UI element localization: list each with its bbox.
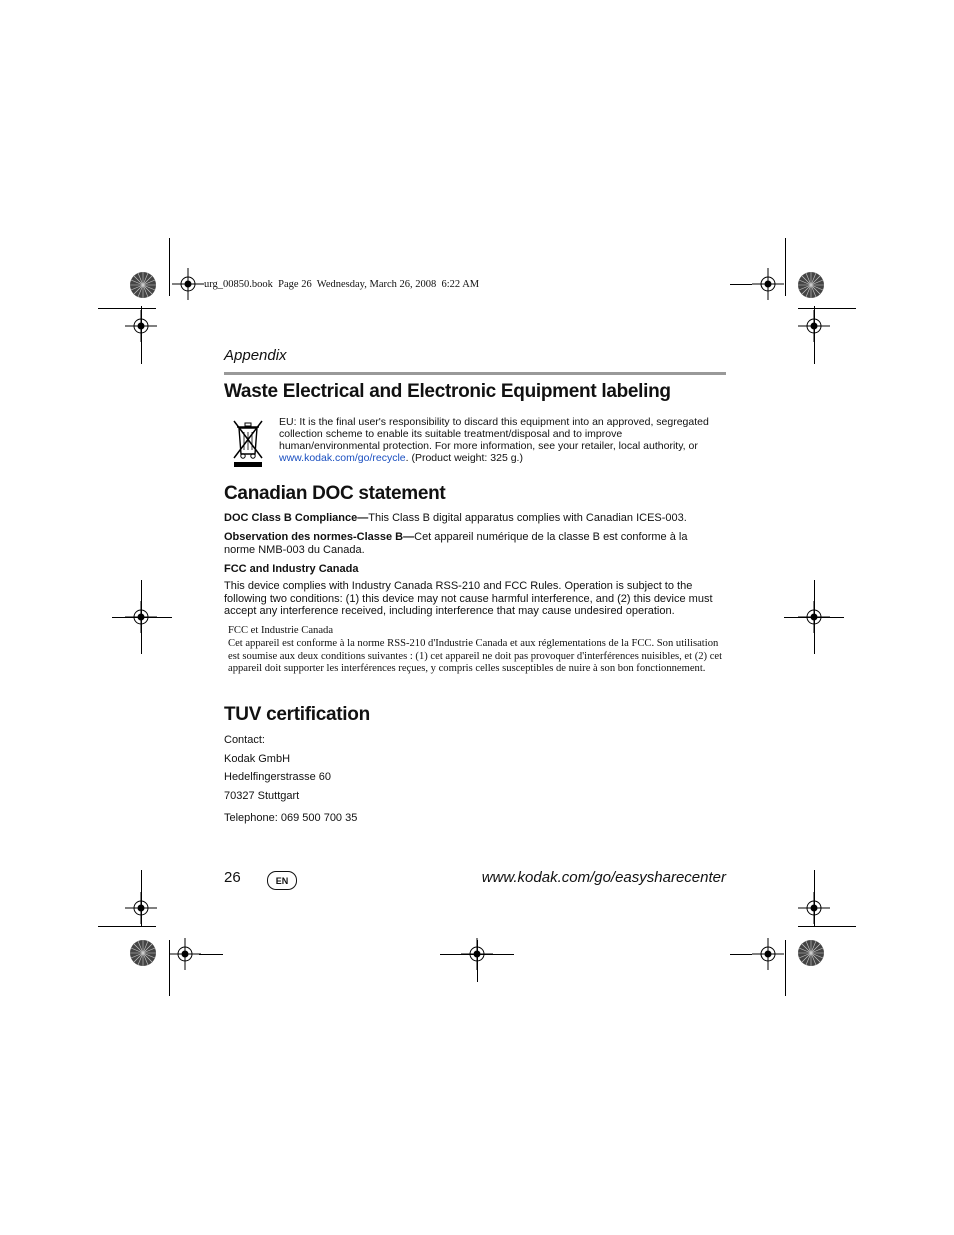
tuv-telephone: Telephone: 069 500 700 35 — [224, 812, 358, 824]
doc-compliance: DOC Class B Compliance—This Class B digital apparatus complies with Canadian ICES-003. — [224, 512, 687, 524]
section-label: Appendix — [224, 347, 287, 364]
french-fcc-paragraph: Cet appareil est conforme à la norme RSS-210 d'Industrie Canada et aux réglementations de la FCC. Son utilisation est soumise aux deux conditions suivantes : (1) cet appareil ne doit pas provoquer d'interférences nuisibles, et (2) cet appareil doit supporter les interférences reçues, y compris celles susceptibles de nuire à son bon fonctionnement. — [228, 637, 723, 675]
registration-crosshair-icon — [169, 938, 201, 970]
tuv-contact: Contact: — [224, 734, 265, 746]
footer-url[interactable]: www.kodak.com/go/easysharecenter — [481, 869, 726, 886]
registration-wheel-icon — [128, 938, 158, 968]
language-badge: EN — [267, 871, 297, 890]
registration-wheel-icon — [796, 938, 826, 968]
tuv-heading: TUV certification — [224, 704, 370, 725]
book-header: urg_00850.book Page 26 Wednesday, March 26, 2008 6:22 AM — [204, 279, 480, 290]
header-rule — [224, 372, 726, 375]
crossed-out-wheelie-bin-icon — [230, 418, 266, 468]
canadian-heading: Canadian DOC statement — [224, 483, 446, 504]
weee-heading: Waste Electrical and Electronic Equipment labeling — [224, 381, 671, 402]
registration-crosshair-icon — [172, 268, 204, 300]
french-fcc-heading: FCC et Industrie Canada — [228, 625, 334, 636]
tuv-city: 70327 Stuttgart — [224, 790, 300, 802]
recycle-link[interactable]: www.kodak.com/go/recycle — [279, 452, 406, 464]
registration-wheel-icon — [128, 270, 158, 300]
registration-crosshair-icon — [752, 938, 784, 970]
registration-crosshair-icon — [752, 268, 784, 300]
french-fcc-notice — [228, 625, 728, 676]
page-number: 26 — [224, 869, 241, 886]
fcc-heading: FCC and Industry Canada — [224, 563, 359, 575]
tuv-street: Hedelfingerstrasse 60 — [224, 771, 332, 783]
observation-normes: Observation des normes-Classe B—Cet appareil numérique de la classe B est conforme à la norme NMB-003 du Canada. — [224, 531, 688, 556]
weee-paragraph: EU: It is the final user's responsibility to discard this equipment into an approved, segregated collection scheme to enable its suitable treatment/disposal and to improve human/environmental protection. For more information, see your retailer, local authority, or www.kodak.com/go/recycle. (Product weight: 325 g.) — [279, 416, 709, 464]
tuv-company: Kodak GmbH — [224, 753, 291, 765]
fcc-paragraph: This device complies with Industry Canada RSS-210 and FCC Rules. Operation is subject to the following two conditions: (1) this device may not cause harmful interference, and (2) this device must accept any interference received, including interference that may cause undesired operation. — [224, 580, 713, 617]
registration-wheel-icon — [796, 270, 826, 300]
